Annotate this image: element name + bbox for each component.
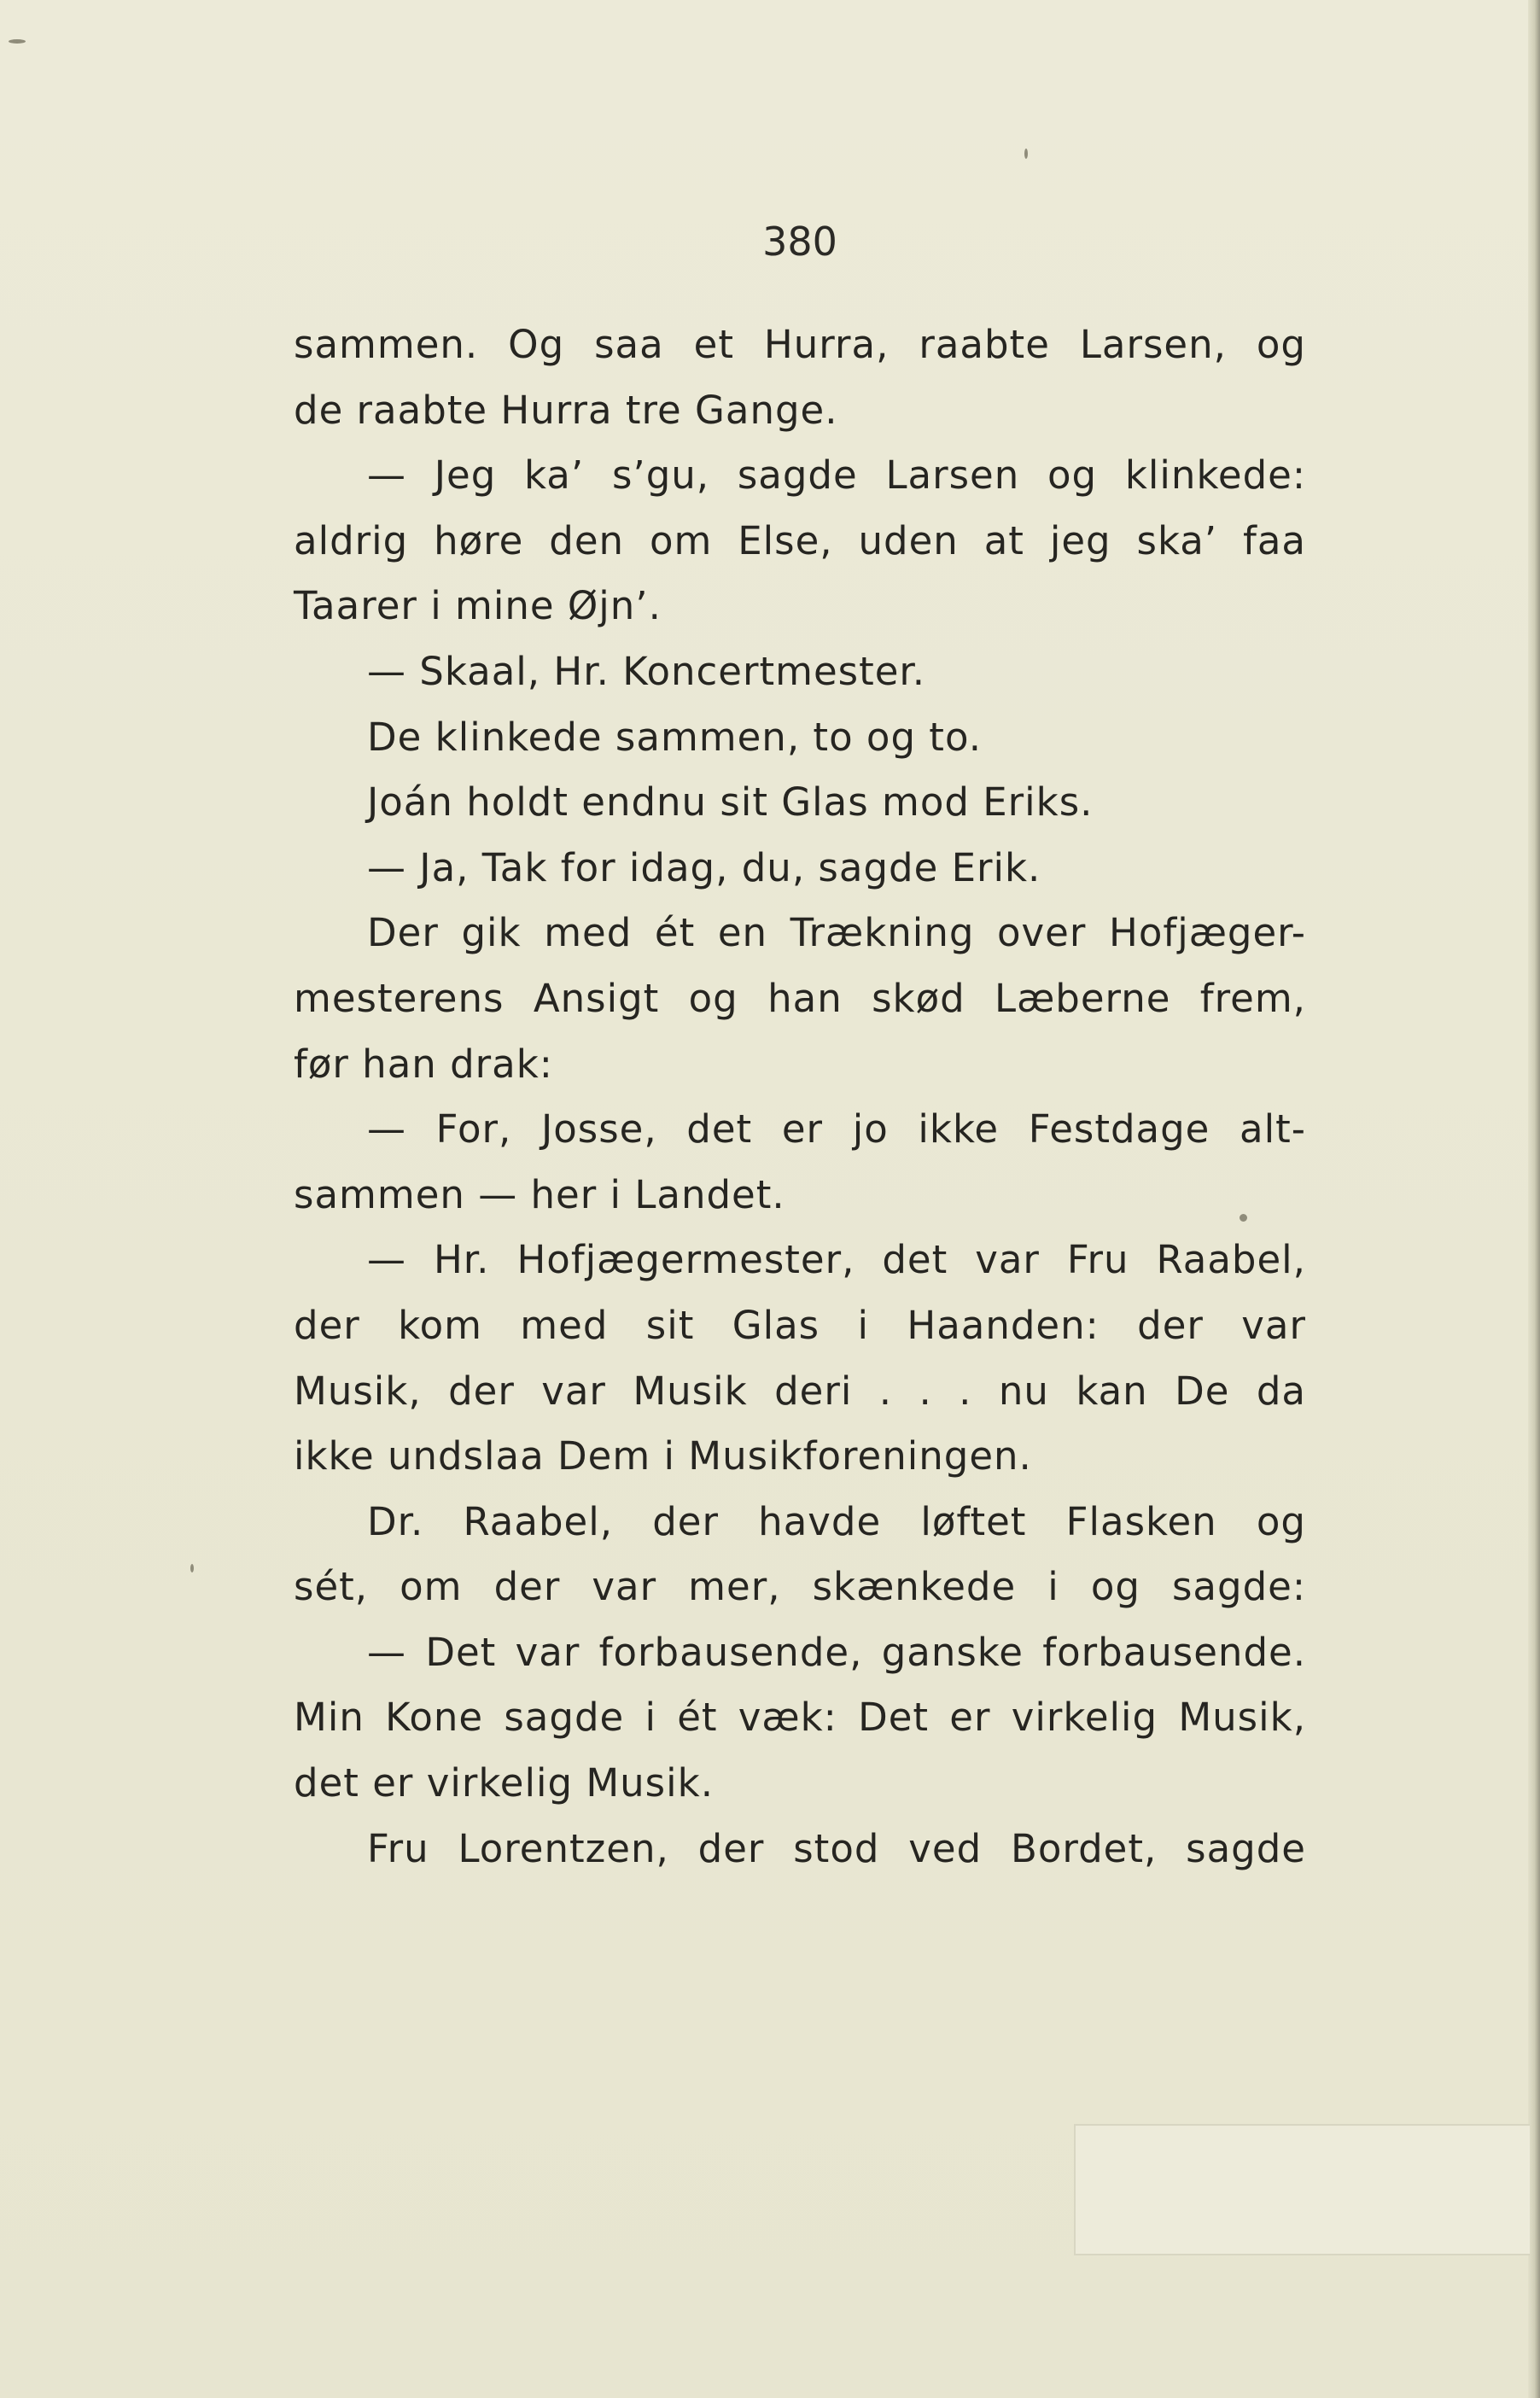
text-line: — Det var forbausende, ganske forbausende.: [367, 1629, 1306, 1675]
paper-speck: [190, 1564, 194, 1572]
text-line: Fru Lorentzen, der stod ved Bordet, sagde: [367, 1825, 1306, 1871]
text-line: — For, Josse, det er jo ikke Festdage alt-: [367, 1106, 1306, 1152]
text-line: der kom med sit Glas i Haanden: der var: [294, 1302, 1306, 1348]
text-line: mesterens Ansigt og han skød Læberne frem,: [294, 975, 1306, 1021]
page-number: 380: [762, 219, 837, 265]
text-line: — Skaal, Hr. Koncertmester.: [367, 648, 926, 694]
text-line: de raabte Hurra tre Gange.: [294, 387, 838, 433]
text-line: Joán holdt endnu sit Glas mod Eriks.: [367, 779, 1094, 826]
text-line: Musik, der var Musik deri . . . nu kan De da: [294, 1368, 1306, 1414]
text-line: sét, om der var mer, skænkede i og sagde:: [294, 1564, 1306, 1610]
text-line: det er virkelig Musik.: [294, 1760, 714, 1806]
paper-speck: [9, 39, 26, 44]
text-line: sammen — her i Landet.: [294, 1171, 785, 1217]
text-line: — Hr. Hofjægermester, det var Fru Raabel,: [367, 1237, 1306, 1283]
text-line: — Ja, Tak for idag, du, sagde Erik.: [367, 844, 1041, 890]
paper-speck: [1024, 149, 1028, 159]
text-line: Dr. Raabel, der havde løftet Flasken og: [367, 1498, 1306, 1544]
text-line: før han drak:: [294, 1041, 553, 1087]
text-line: sammen. Og saa et Hurra, raabte Larsen, og: [294, 322, 1306, 367]
text-line: Taarer i mine Øjn’.: [294, 583, 662, 629]
text-line: — Jeg ka’ s’gu, sagde Larsen og klinkede:: [367, 452, 1306, 499]
text-line: ikke undslaa Dem i Musikforeningen.: [294, 1433, 1032, 1479]
body-text: [294, 312, 1306, 1882]
paper-stub: [1074, 2124, 1530, 2255]
text-line: Min Kone sagde i ét væk: Det er virkelig Musik,: [294, 1695, 1306, 1741]
page-edge-shadow: [1528, 0, 1540, 2398]
text-line: aldrig høre den om Else, uden at jeg ska’ faa: [294, 517, 1306, 563]
text-line: Der gik med ét en Trækning over Hofjæger-: [367, 910, 1306, 956]
text-line: De klinkede sammen, to og to.: [367, 714, 982, 760]
